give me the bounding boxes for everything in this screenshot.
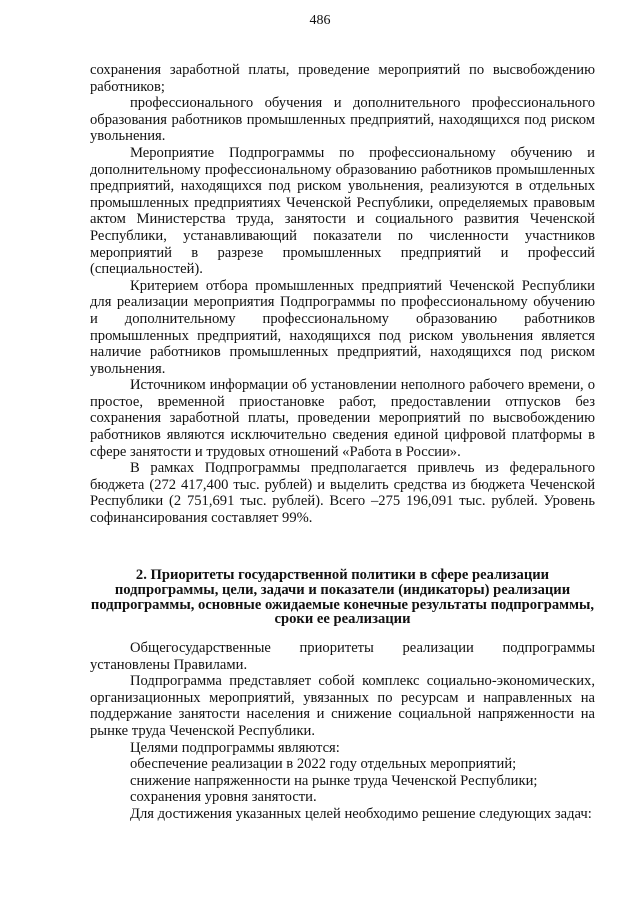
paragraph: В рамках Подпрограммы предполагается привлечь из федерального бюджета (272 417,400 тыс. рублей) и выделить средства из бюджета Чеченской Республики (2 751,691 тыс. рублей). Всего –275 196,091 тыс. рублей. Уровень софинансирования составляет 99%. <box>90 460 595 527</box>
page-number: 486 <box>309 13 331 28</box>
paragraph: Общегосударственные приоритеты реализации подпрограммы установлены Правилами. <box>90 640 595 673</box>
intro-text <box>90 62 595 527</box>
paragraph: Мероприятие Подпрограммы по профессиональному обучению и дополнительному профессиональному образованию работников промышленных предприятий, находящихся под риском увольнения, реализуются в отдельных промышленных предприятиях Чеченской Республики, определяемых правовым актом Министерства труда, занятости и социального развития Чеченской Республики, устанавливающий показатели по численности участников мероприятий в разрезе промышленных предприятий и профессий (специальностей). <box>90 144 595 278</box>
list-item: обеспечение реализации в 2022 году отдельных мероприятий; <box>130 756 517 773</box>
paragraph: Источником информации об установлении неполного рабочего времени, о простое, временной приостановке работ, предоставлении отпусков без сохранения заработной платы, проведении мероприятий по высвобождению работников являются исключительно сведения единой цифровой платформы в сфере занятости и трудовых отношений «Работа в России». <box>90 377 595 460</box>
paragraph: Подпрограмма представляет собой комплекс социально-экономических, организационных мероприятий, увязанных по ресурсам и направленных на поддержание занятости населения и снижение социальной напряженности на рынке труда Чеченской Республики. <box>90 673 595 739</box>
section-heading: 2. Приоритеты государственной политики в сфере реализации подпрограммы, цели, задачи и показатели (индикаторы) реализации подпрограммы, основные ожидаемые конечные результаты подпрограммы, сроки ее реализации <box>90 567 595 628</box>
paragraph: профессионального обучения и дополнительного профессионального образования работников промышленных предприятий, находящихся под риском увольнения. <box>90 95 595 145</box>
list-item: снижение напряженности на рынке труда Чеченской Республики; <box>130 772 538 789</box>
paragraph: Целями подпрограммы являются: <box>130 739 340 756</box>
paragraph: Критерием отбора промышленных предприятий Чеченской Республики для реализации мероприятия Подпрограммы по профессиональному обучению и дополнительному профессиональному образованию работников промышленных предприятий, находящихся под риском увольнения является наличие работников промышленных предприятий, находящихся под риском увольнения. <box>90 277 595 377</box>
paragraph: сохранения заработной платы, проведение мероприятий по высвобождению работников; <box>90 62 595 95</box>
list-item: сохранения уровня занятости. <box>130 789 317 806</box>
section-text <box>90 640 595 823</box>
paragraph: Для достижения указанных целей необходимо решение следующих задач: <box>130 805 592 822</box>
